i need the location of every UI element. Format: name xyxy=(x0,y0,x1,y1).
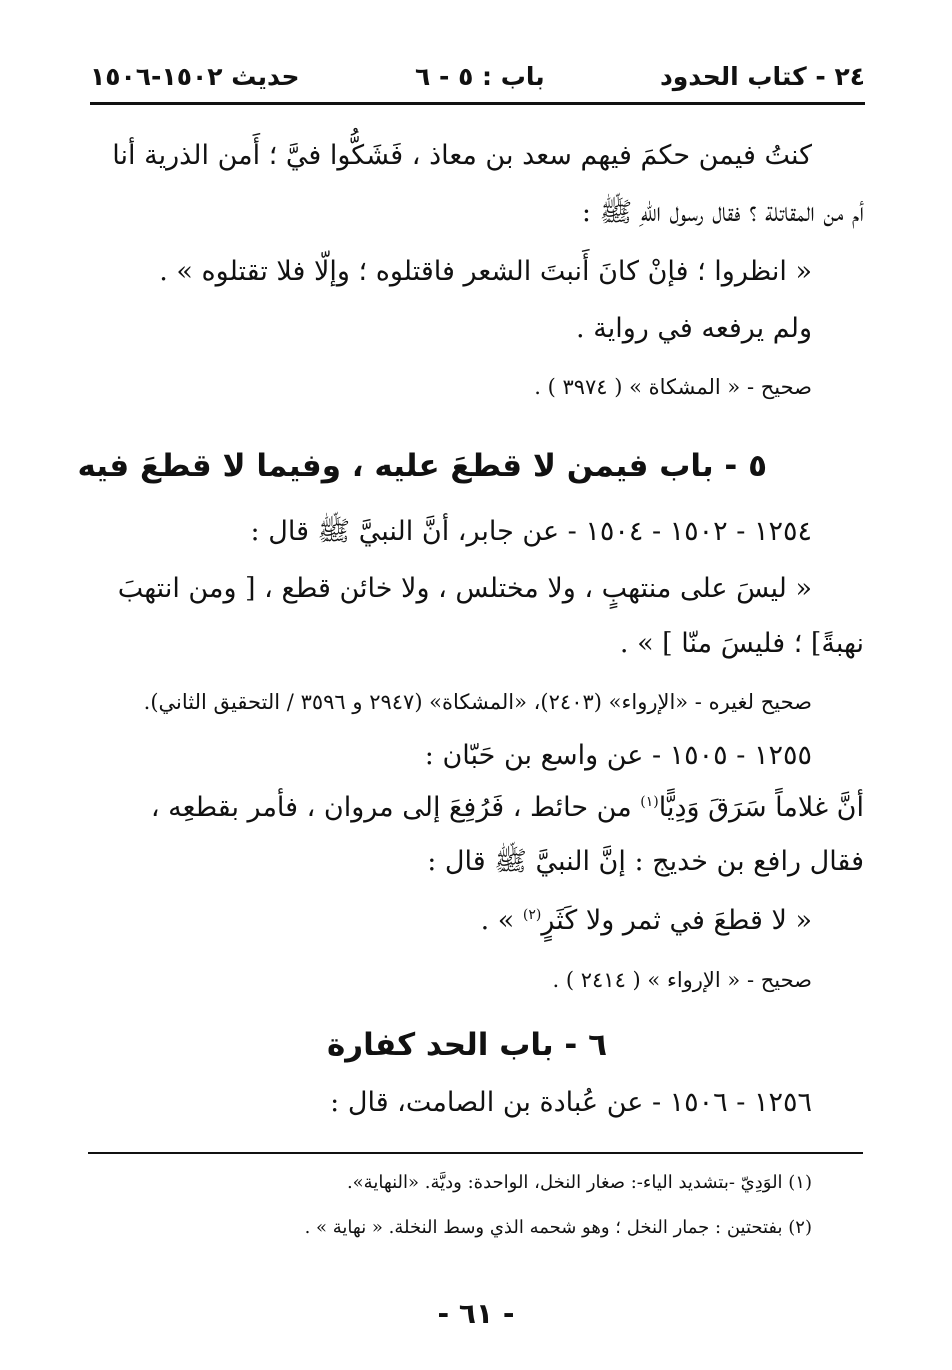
text-line xyxy=(88,905,812,937)
hadith-range: حديث ١٥٠٢-١٥٠٦ xyxy=(90,62,300,91)
section-title: ٦ - باب الحد كفارة xyxy=(326,1027,607,1063)
text-line: أم من المقاتلة ؟ فقال رسول اللهِ ﷺ : xyxy=(581,197,864,228)
text-segment: من حائط ، فَرُفِعَ إلى مروان ، فأمر بقطعِه ، xyxy=(150,792,641,823)
hadith-heading: ١٢٥٦ - ١٥٠٦ - عن عُبادة بن الصامت، قال : xyxy=(330,1087,812,1118)
footnote-rule xyxy=(88,1152,863,1154)
text-line: كنتُ فيمن حكمَ فيهم سعد بن معاذ ، فَشَكُّوا فيَّ ؛ أَمن الذرية أنا xyxy=(112,140,812,171)
grading-line: صحيح - « الإرواء » ( ٢٤١٤ ) . xyxy=(552,968,812,992)
text-segment: « لا قطعَ في ثمر ولا كَثَرٍ xyxy=(541,905,812,936)
text-segment: أنَّ غلاماً سَرَقَ وَدِيًّا xyxy=(658,792,864,823)
running-header xyxy=(90,62,865,102)
header-rule xyxy=(90,102,865,105)
text-line: « انظروا ؛ فإنْ كانَ أَنبتَ الشعر فاقتلوه ؛ وإلّا فلا تقتلوه » . xyxy=(159,256,812,287)
footnote-marker: (٢) xyxy=(522,907,542,923)
footnote: (٢) بفتحتين : جمار النخل ؛ وهو شحمه الذي وسط النخلة. « نهاية » . xyxy=(304,1217,812,1238)
hadith-heading: ١٢٥٤ - ١٥٠٢ - ١٥٠٤ - عن جابر، أنَّ النبيَّ ﷺ قال : xyxy=(250,516,812,547)
book-title: ٢٤ - كتاب الحدود xyxy=(659,62,865,91)
text-line: نهبةً] ؛ فليسَ منّا ] » . xyxy=(619,628,864,659)
hadith-heading: ١٢٥٥ - ١٥٠٥ - عن واسع بن حَبّان : xyxy=(424,740,812,771)
grading-line: صحيح لغيره - «الإرواء» (٢٤٠٣)، «المشكاة» (٢٩٤٧ و ٣٥٩٦ / التحقيق الثاني). xyxy=(143,690,812,714)
footnote: (١) الوَدِيّ -بتشديد الياء-: صغار النخل، الواحدة: وديَّة. «النهاية». xyxy=(346,1172,812,1193)
section-title: ٥ - باب فيمن لا قطعَ عليه ، وفيما لا قطعَ فيه xyxy=(77,448,767,484)
footnote-marker: (١) xyxy=(640,794,659,810)
page-number: - ٦١ - xyxy=(437,1297,515,1330)
text-line xyxy=(88,792,864,824)
text-line: ولم يرفعه في رواية . xyxy=(576,313,812,344)
grading-line: صحيح - « المشكاة » ( ٣٩٧٤ ) . xyxy=(534,375,812,399)
text-segment: » . xyxy=(480,905,523,936)
chapter-label: باب : ٥ - ٦ xyxy=(415,62,545,91)
text-line: « ليسَ على منتهبٍ ، ولا مختلس ، ولا خائن قطع ، [ ومن انتهبَ xyxy=(117,573,812,604)
text-line: فقال رافع بن خديج : إنَّ النبيَّ ﷺ قال : xyxy=(427,846,864,877)
